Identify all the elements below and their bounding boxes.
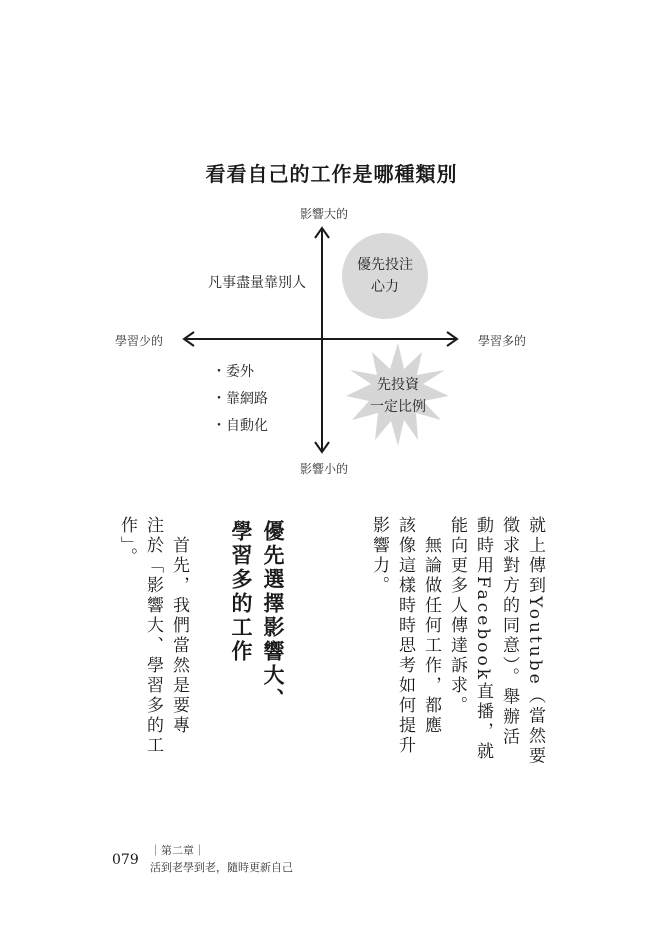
invest-line-2: 一定比例 [370, 399, 426, 415]
body-column-6: 該像這樣時時思考如何提升 [395, 516, 415, 756]
body-column-10: 作」。 [117, 516, 137, 568]
section-heading-line-2: 學習多的工作 [229, 520, 253, 664]
diagram-title: 看看自己的工作是哪種類別 [205, 162, 458, 186]
page-number: 079 [112, 852, 139, 868]
quadrant-top-right [345, 254, 425, 298]
list-item: ・自動化 [212, 418, 268, 434]
chapter-label: ｜第二章｜ [150, 844, 205, 857]
axis-label-bottom: 影響小的 [300, 462, 349, 476]
body-column-9: 注於「影響大、學習多的工 [143, 516, 163, 756]
body-column-7: 影響力。 [369, 516, 389, 596]
quadrant-top-left: 凡事盡量靠別人 [208, 275, 306, 291]
axis-label-top: 影響大的 [300, 207, 349, 221]
invest-line-1: 先投資 [377, 377, 419, 393]
body-column-3: 動時用Facebook直播，就 [473, 516, 493, 763]
list-item: ・靠網路 [212, 391, 268, 407]
quadrant-bottom-left [212, 361, 268, 442]
body-column-4: 能向更多人傳達訴求。 [447, 516, 467, 716]
priority-line-2: 心力 [371, 279, 399, 295]
list-item: ・委外 [212, 364, 254, 380]
body-column-1: 就上傳到Youtube（當然要 [525, 516, 545, 767]
chapter-footer [150, 842, 293, 876]
body-column-2: 徵求對方的同意）。舉辦活 [499, 516, 519, 748]
priority-line-1: 優先投注 [357, 257, 413, 273]
chapter-title: 活到老學到老，隨時更新自己 [150, 861, 293, 874]
axis-label-right: 學習多的 [478, 334, 527, 348]
body-column-5: 無論做任何工作，都應 [421, 516, 441, 736]
section-heading-line-1: 優先選擇影響大、 [261, 520, 285, 712]
axis-label-left: 學習少的 [115, 334, 164, 348]
quadrant-bottom-right [358, 374, 438, 418]
body-column-8: 首先，我們當然是要專 [169, 516, 189, 736]
